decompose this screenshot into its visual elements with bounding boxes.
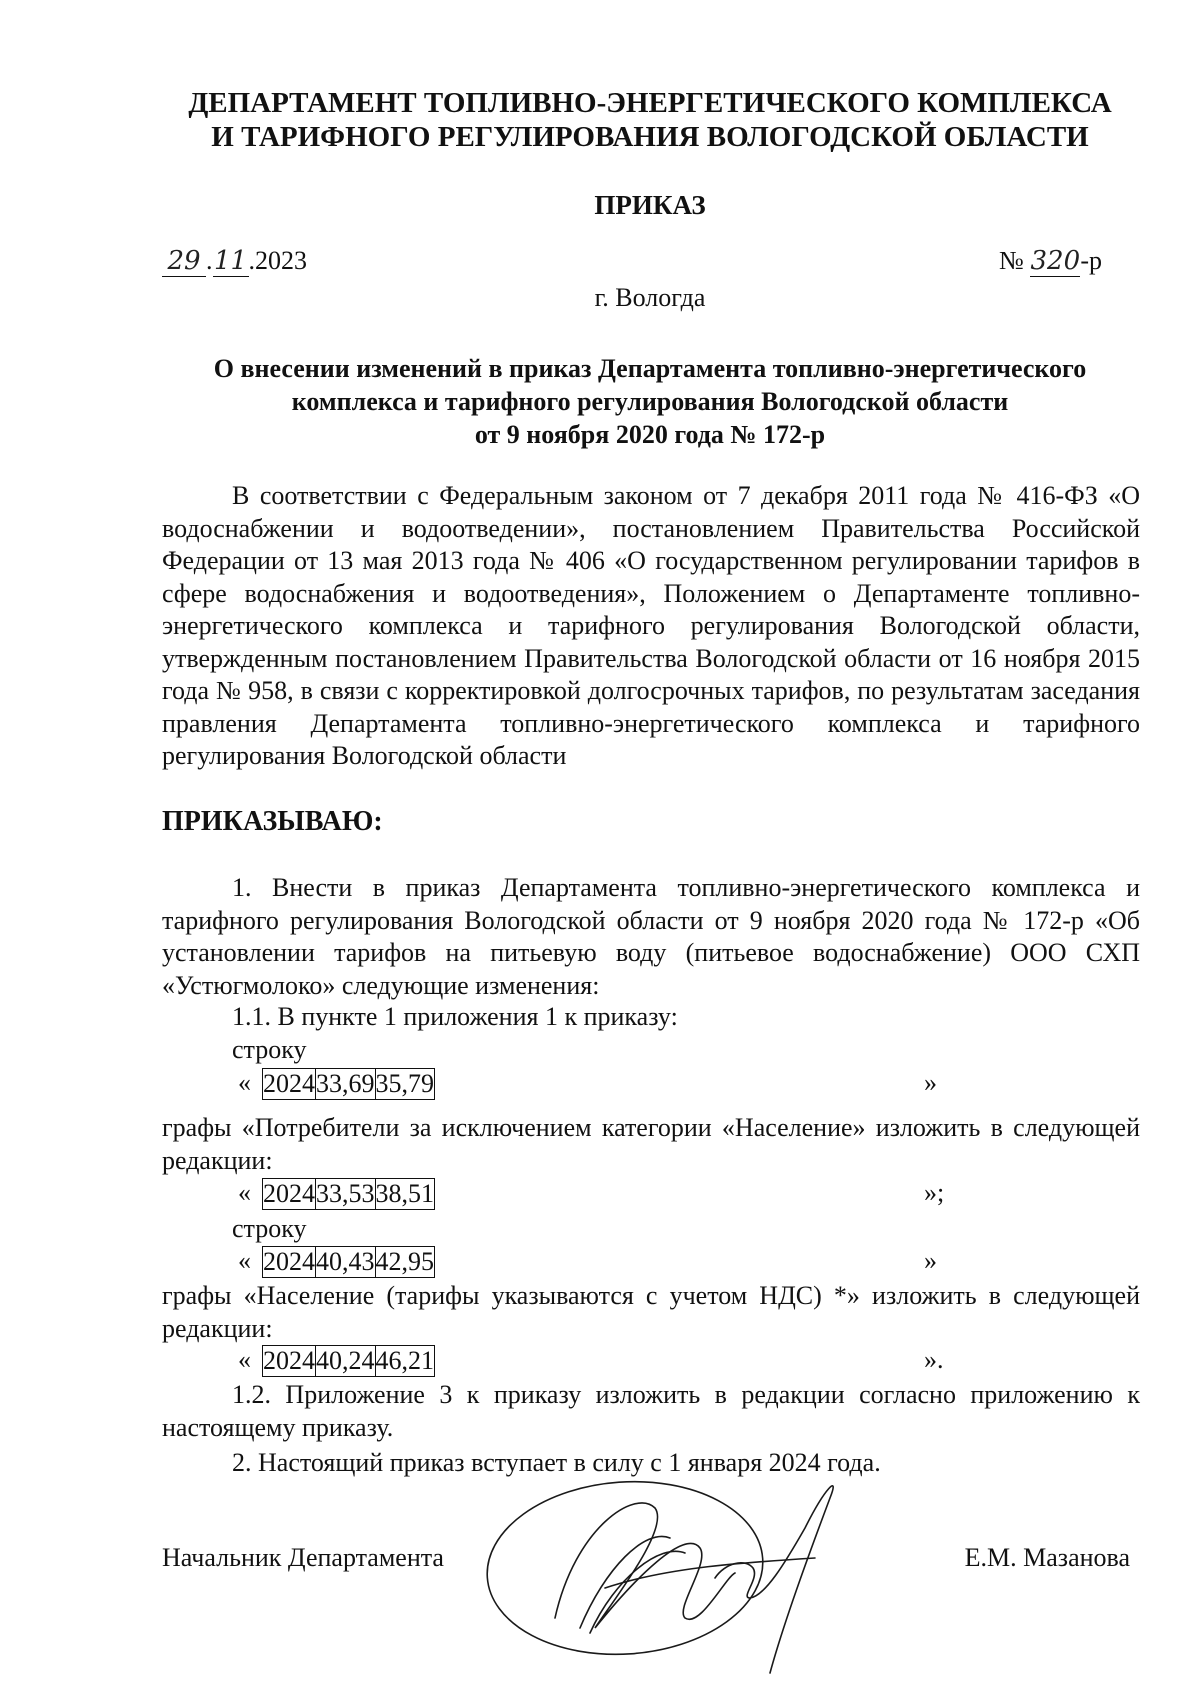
cell-value-1: 40,24 [316, 1346, 375, 1375]
cell-value-2: 35,79 [375, 1069, 434, 1098]
date-year: .2023 [248, 246, 307, 275]
row-close-quote: » [924, 1246, 937, 1275]
date-day: 29 [162, 246, 206, 277]
signatory-position: Начальник Департамента [162, 1543, 444, 1572]
cell-value-1: 33,69 [316, 1069, 375, 1098]
item-1-1: 1.1. В пункте 1 приложения 1 к приказу: [232, 1002, 678, 1031]
department-header [160, 86, 1140, 154]
signatory-name: Е.М. Мазанова [964, 1543, 1130, 1572]
word-row-2: строку [232, 1214, 307, 1243]
cell-year: 2024 [263, 1069, 315, 1098]
handwritten-signature [485, 1468, 905, 1678]
item-1-paragraph: 1. Внести в приказ Департамента топливно-энергетического комплекса и тарифного регулирования Вологодской области от 9 ноября 2020 года № 172-р «Об установлении тарифов на питьевую воду (питьевое водоснабжение) ООО СХП «Устюгмолоко» следующие изменения: [162, 873, 1140, 1000]
tariff-table [262, 1178, 435, 1210]
cell-value-2: 38,51 [375, 1179, 434, 1208]
header-line-1: ДЕПАРТАМЕНТ ТОПЛИВНО-ЭНЕРГЕТИЧЕСКОГО КОМПЛЕКСА [188, 87, 1112, 119]
document-type: ПРИКАЗ [594, 190, 706, 220]
cell-value-2: 42,95 [375, 1247, 434, 1276]
item-1-2-paragraph: 1.2. Приложение 3 к приказу изложить в редакции согласно приложению к настоящему приказу. [162, 1380, 1140, 1442]
number-prefix: № [999, 246, 1024, 275]
number-value: 320 [1030, 246, 1081, 276]
signature-stroke [590, 1551, 685, 1633]
header-line-2: И ТАРИФНОГО РЕГУЛИРОВАНИЯ ВОЛОГОДСКОЙ ОБЛАСТИ [211, 121, 1089, 153]
cell-year: 2024 [263, 1247, 315, 1276]
graph-1-paragraph: графы «Потребители за исключением категории «Население» изложить в следующей редакции: [162, 1113, 1140, 1175]
document-number [999, 246, 1102, 277]
signature-stroke [715, 1486, 833, 1673]
cell-year: 2024 [263, 1346, 315, 1375]
item-2-paragraph: 2. Настоящий приказ вступает в силу с 1 января 2024 года. [232, 1448, 881, 1477]
date-month: 11 [213, 246, 248, 276]
preamble-paragraph: В соответствии с Федеральным законом от 7 декабря 2011 года № 416-ФЗ «О водоснабжении и водоотведении», постановлением Правительства Российской Федерации от 13 мая 2013 года № 406 «О государственном регулировании тарифов в сфере водоснабжения и водоотведения», Положением о Департаменте топливно-энергетического комплекса и тарифного регулирования Вологодской области, утвержденным постановлением Правительства Вологодской области от 16 ноября 2015 года № 958, в связи с корректировкой долгосрочных тарифов, по результатам заседания правления Департамента топливно-энергетического комплекса и тарифного регулирования Вологодской области [162, 481, 1140, 770]
tariff-table [262, 1068, 435, 1100]
row-open-quote: « [238, 1178, 251, 1207]
row-close-quote: »; [924, 1178, 945, 1207]
order-word: ПРИКАЗЫВАЮ: [162, 806, 383, 837]
tariff-table [262, 1345, 435, 1377]
signature-stroke [555, 1503, 735, 1628]
number-suffix: -р [1080, 246, 1102, 275]
subject-line-2: комплекса и тарифного регулирования Вологодской области [291, 387, 1009, 416]
subject-line-3: от 9 ноября 2020 года № 172-р [474, 420, 826, 449]
cell-value-1: 40,43 [316, 1247, 375, 1276]
row-close-quote: ». [924, 1345, 944, 1374]
document-date [162, 246, 307, 277]
date-separator: . [206, 246, 213, 275]
row-open-quote: « [238, 1345, 251, 1374]
row-open-quote: « [238, 1246, 251, 1275]
tariff-table [262, 1246, 435, 1278]
word-row-1: строку [232, 1035, 307, 1064]
cell-value-1: 33,53 [316, 1179, 375, 1208]
cell-year: 2024 [263, 1179, 315, 1208]
order-subject [160, 352, 1140, 451]
subject-line-1: О внесении изменений в приказ Департамента топливно-энергетического [213, 354, 1087, 383]
row-open-quote: « [238, 1068, 251, 1097]
cell-value-2: 46,21 [375, 1346, 434, 1375]
row-close-quote: » [924, 1068, 937, 1097]
city: г. Вологда [594, 283, 706, 312]
graph-2-paragraph: графы «Население (тарифы указываются с учетом НДС) *» изложить в следующей редакции: [162, 1281, 1140, 1343]
